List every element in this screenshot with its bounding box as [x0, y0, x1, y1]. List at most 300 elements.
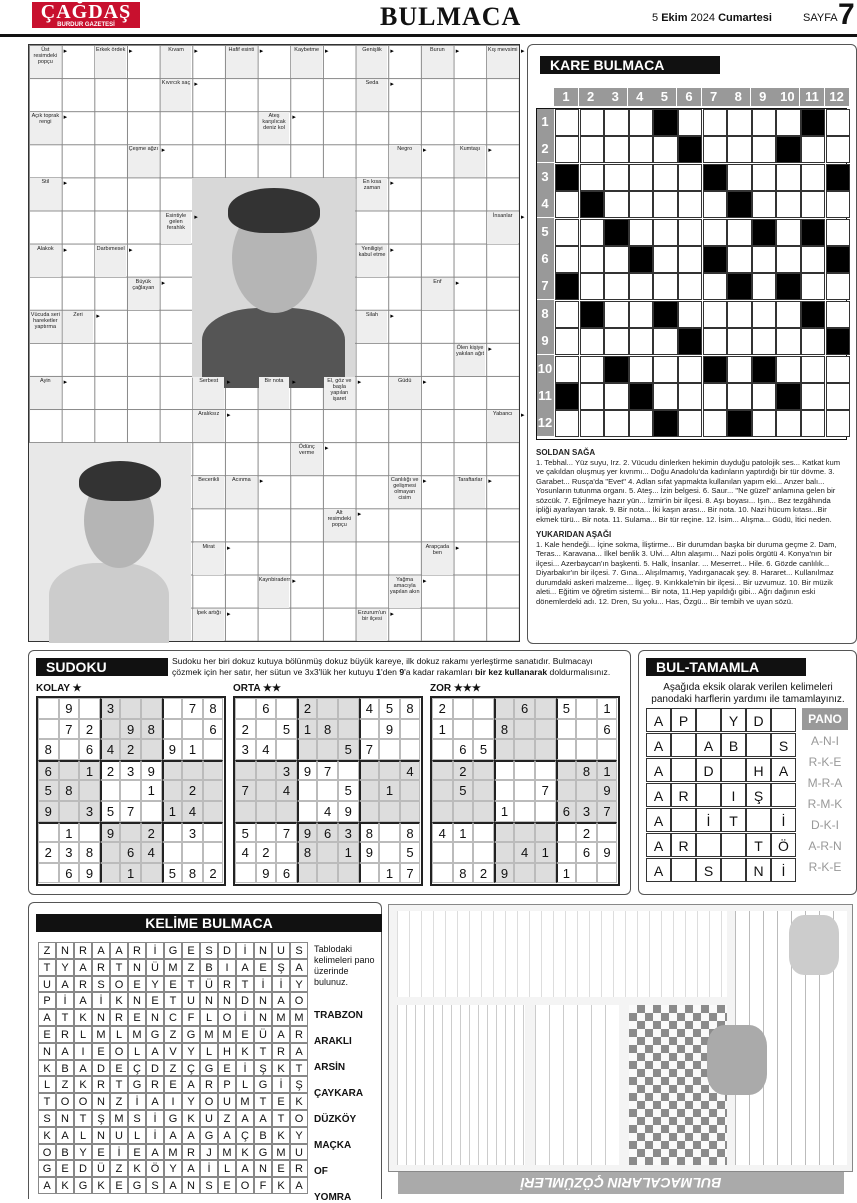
- kelime-cell[interactable]: Y: [56, 959, 74, 976]
- kelime-cell[interactable]: T: [164, 992, 182, 1009]
- sudoku-cell[interactable]: 9: [359, 842, 380, 863]
- kelime-cell[interactable]: Z: [182, 959, 200, 976]
- bul-cell[interactable]: [671, 733, 696, 757]
- kare-cell[interactable]: [604, 410, 628, 437]
- bul-cell[interactable]: İ: [771, 808, 796, 832]
- kare-cell[interactable]: [826, 191, 850, 218]
- sudoku-cell[interactable]: 6: [256, 698, 277, 719]
- sudoku-cell[interactable]: [379, 822, 400, 843]
- kelime-cell[interactable]: A: [182, 1160, 200, 1177]
- kelime-cell[interactable]: D: [146, 1060, 164, 1077]
- bul-cell[interactable]: [696, 708, 721, 732]
- kelime-cell[interactable]: K: [56, 1177, 74, 1194]
- sudoku-cell[interactable]: 3: [276, 760, 297, 781]
- sudoku-cell[interactable]: 8: [453, 863, 474, 884]
- sudoku-cell[interactable]: 6: [120, 842, 141, 863]
- sudoku-cell[interactable]: 5: [162, 863, 183, 884]
- kare-cell[interactable]: [752, 410, 776, 437]
- kelime-cell[interactable]: B: [200, 959, 218, 976]
- sudoku-cell[interactable]: 7: [235, 780, 256, 801]
- sudoku-cell[interactable]: 1: [494, 801, 515, 822]
- sudoku-cell[interactable]: [182, 719, 203, 740]
- kelime-cell[interactable]: I: [218, 959, 236, 976]
- kelime-cell[interactable]: T: [110, 959, 128, 976]
- sudoku-cell[interactable]: [453, 842, 474, 863]
- sudoku-cell[interactable]: 1: [379, 780, 400, 801]
- kare-cell[interactable]: [555, 246, 579, 273]
- sudoku-cell[interactable]: [141, 863, 162, 884]
- sudoku-cell[interactable]: [141, 698, 162, 719]
- sudoku-grid[interactable]: [233, 696, 423, 886]
- kelime-cell[interactable]: M: [110, 1110, 128, 1127]
- kelime-cell[interactable]: R: [128, 942, 146, 959]
- sudoku-cell[interactable]: 8: [576, 760, 597, 781]
- kelime-cell[interactable]: S: [92, 976, 110, 993]
- kelime-cell[interactable]: K: [272, 1177, 290, 1194]
- kelime-cell[interactable]: M: [290, 1009, 308, 1026]
- sudoku-cell[interactable]: [120, 698, 141, 719]
- sudoku-cell[interactable]: [556, 760, 577, 781]
- kelime-cell[interactable]: N: [254, 1160, 272, 1177]
- sudoku-cell[interactable]: [38, 822, 59, 843]
- kare-cell[interactable]: [703, 273, 727, 300]
- bul-cell[interactable]: A: [646, 783, 671, 807]
- kelime-cell[interactable]: L: [200, 1043, 218, 1060]
- sudoku-cell[interactable]: 3: [338, 822, 359, 843]
- sudoku-cell[interactable]: 8: [203, 698, 224, 719]
- kelime-cell[interactable]: E: [236, 1026, 254, 1043]
- kelime-cell[interactable]: S: [200, 942, 218, 959]
- kelime-cell[interactable]: Ü: [92, 1160, 110, 1177]
- kelime-cell[interactable]: G: [200, 1060, 218, 1077]
- kelime-cell[interactable]: T: [74, 1110, 92, 1127]
- sudoku-cell[interactable]: [79, 822, 100, 843]
- kelime-cell[interactable]: Y: [146, 976, 164, 993]
- kelime-cell[interactable]: A: [236, 1160, 254, 1177]
- sudoku-cell[interactable]: 2: [576, 822, 597, 843]
- kelime-cell[interactable]: K: [38, 1060, 56, 1077]
- sudoku-cell[interactable]: 2: [79, 719, 100, 740]
- sudoku-cell[interactable]: [453, 719, 474, 740]
- sudoku-cell[interactable]: 8: [297, 842, 318, 863]
- kelime-cell[interactable]: U: [200, 1110, 218, 1127]
- sudoku-cell[interactable]: 8: [182, 863, 203, 884]
- kelime-cell[interactable]: M: [92, 1026, 110, 1043]
- sudoku-cell[interactable]: 2: [38, 842, 59, 863]
- kelime-cell[interactable]: R: [56, 1026, 74, 1043]
- sudoku-cell[interactable]: [256, 822, 277, 843]
- sudoku-cell[interactable]: 4: [317, 801, 338, 822]
- kare-cell[interactable]: [727, 136, 751, 163]
- sudoku-cell[interactable]: [556, 780, 577, 801]
- kelime-cell[interactable]: E: [164, 976, 182, 993]
- bul-cell[interactable]: D: [746, 708, 771, 732]
- sudoku-cell[interactable]: 1: [59, 822, 80, 843]
- sudoku-cell[interactable]: 1: [182, 739, 203, 760]
- sudoku-cell[interactable]: 1: [162, 801, 183, 822]
- sudoku-cell[interactable]: [235, 801, 256, 822]
- sudoku-cell[interactable]: 5: [473, 739, 494, 760]
- sudoku-cell[interactable]: [297, 863, 318, 884]
- kelime-cell[interactable]: U: [110, 1127, 128, 1144]
- kelime-cell[interactable]: I: [74, 1043, 92, 1060]
- kelime-cell[interactable]: G: [74, 1177, 92, 1194]
- kelime-cell[interactable]: A: [164, 1177, 182, 1194]
- kare-cell[interactable]: [678, 219, 702, 246]
- sudoku-cell[interactable]: [203, 801, 224, 822]
- bul-cell[interactable]: R: [671, 833, 696, 857]
- kare-cell[interactable]: [727, 301, 751, 328]
- kelime-cell[interactable]: A: [92, 942, 110, 959]
- kelime-cell[interactable]: E: [56, 1160, 74, 1177]
- sudoku-cell[interactable]: [59, 739, 80, 760]
- kelime-cell[interactable]: Ç: [128, 1060, 146, 1077]
- sudoku-cell[interactable]: 9: [256, 863, 277, 884]
- sudoku-cell[interactable]: [203, 739, 224, 760]
- kelime-cell[interactable]: T: [110, 1076, 128, 1093]
- kare-cell[interactable]: [604, 191, 628, 218]
- kelime-cell[interactable]: A: [74, 992, 92, 1009]
- sudoku-cell[interactable]: 1: [79, 760, 100, 781]
- sudoku-cell[interactable]: 9: [141, 760, 162, 781]
- sudoku-cell[interactable]: 6: [79, 739, 100, 760]
- sudoku-cell[interactable]: 5: [379, 698, 400, 719]
- sudoku-cell[interactable]: 1: [297, 719, 318, 740]
- kelime-cell[interactable]: E: [164, 1076, 182, 1093]
- kelime-cell[interactable]: E: [110, 1177, 128, 1194]
- sudoku-cell[interactable]: [359, 801, 380, 822]
- main-crossword[interactable]: [28, 44, 525, 642]
- kelime-cell[interactable]: E: [128, 1009, 146, 1026]
- sudoku-cell[interactable]: 4: [235, 842, 256, 863]
- sudoku-cell[interactable]: [203, 842, 224, 863]
- kare-cell[interactable]: [555, 301, 579, 328]
- kelime-cell[interactable]: R: [218, 976, 236, 993]
- sudoku-cell[interactable]: [100, 863, 121, 884]
- sudoku-cell[interactable]: [535, 739, 556, 760]
- kare-cell[interactable]: [653, 136, 677, 163]
- kare-cell[interactable]: [776, 191, 800, 218]
- sudoku-cell[interactable]: 2: [182, 780, 203, 801]
- kelime-cell[interactable]: G: [128, 1177, 146, 1194]
- sudoku-cell[interactable]: [514, 822, 535, 843]
- kelime-cell[interactable]: O: [200, 1093, 218, 1110]
- bul-cell[interactable]: [671, 808, 696, 832]
- kelime-cell[interactable]: E: [128, 976, 146, 993]
- kare-cell[interactable]: [703, 136, 727, 163]
- kare-cell[interactable]: [629, 301, 653, 328]
- kelime-cell[interactable]: M: [218, 1026, 236, 1043]
- kelime-cell[interactable]: N: [92, 1009, 110, 1026]
- kare-cell[interactable]: [801, 164, 825, 191]
- sudoku-cell[interactable]: 8: [141, 719, 162, 740]
- kelime-cell[interactable]: R: [92, 1076, 110, 1093]
- bul-cell[interactable]: [721, 833, 746, 857]
- sudoku-cell[interactable]: [235, 863, 256, 884]
- kelime-cell[interactable]: Ü: [146, 959, 164, 976]
- sudoku-cell[interactable]: [400, 719, 421, 740]
- kelime-cell[interactable]: İ: [146, 1127, 164, 1144]
- kelime-cell[interactable]: Z: [110, 1160, 128, 1177]
- sudoku-cell[interactable]: 1: [556, 863, 577, 884]
- kare-cell[interactable]: [826, 219, 850, 246]
- kelime-grid[interactable]: [38, 942, 308, 1194]
- sudoku-cell[interactable]: [453, 801, 474, 822]
- sudoku-cell[interactable]: [276, 698, 297, 719]
- kelime-cell[interactable]: J: [200, 1144, 218, 1161]
- kelime-cell[interactable]: Z: [110, 1093, 128, 1110]
- kelime-cell[interactable]: E: [146, 992, 164, 1009]
- kelime-cell[interactable]: M: [236, 1093, 254, 1110]
- kelime-cell[interactable]: N: [218, 992, 236, 1009]
- sudoku-cell[interactable]: [359, 760, 380, 781]
- kelime-cell[interactable]: L: [38, 1076, 56, 1093]
- sudoku-cell[interactable]: [359, 719, 380, 740]
- kare-cell[interactable]: [776, 219, 800, 246]
- sudoku-cell[interactable]: 9: [597, 780, 618, 801]
- sudoku-cell[interactable]: [162, 780, 183, 801]
- bul-cell[interactable]: S: [771, 733, 796, 757]
- kare-cell[interactable]: [629, 164, 653, 191]
- sudoku-cell[interactable]: [338, 719, 359, 740]
- kelime-cell[interactable]: Y: [290, 1127, 308, 1144]
- kelime-cell[interactable]: T: [272, 1110, 290, 1127]
- kelime-cell[interactable]: A: [272, 992, 290, 1009]
- kelime-cell[interactable]: K: [236, 1043, 254, 1060]
- kelime-cell[interactable]: E: [92, 1144, 110, 1161]
- kelime-cell[interactable]: Ş: [272, 959, 290, 976]
- kare-cell[interactable]: [801, 410, 825, 437]
- kelime-cell[interactable]: A: [182, 1076, 200, 1093]
- kelime-cell[interactable]: İ: [236, 942, 254, 959]
- kelime-cell[interactable]: O: [74, 1093, 92, 1110]
- kare-cell[interactable]: [801, 136, 825, 163]
- bul-cell[interactable]: [771, 708, 796, 732]
- kelime-cell[interactable]: E: [272, 1093, 290, 1110]
- sudoku-cell[interactable]: [317, 780, 338, 801]
- kelime-cell[interactable]: A: [290, 1043, 308, 1060]
- kare-cell[interactable]: [776, 328, 800, 355]
- kelime-cell[interactable]: A: [56, 976, 74, 993]
- kare-cell[interactable]: [826, 410, 850, 437]
- kelime-cell[interactable]: A: [74, 959, 92, 976]
- bul-cell[interactable]: A: [646, 858, 671, 882]
- kelime-cell[interactable]: N: [38, 1043, 56, 1060]
- kelime-cell[interactable]: R: [110, 1009, 128, 1026]
- sudoku-cell[interactable]: 3: [576, 801, 597, 822]
- sudoku-cell[interactable]: [556, 739, 577, 760]
- kare-cell[interactable]: [727, 328, 751, 355]
- bul-cell[interactable]: R: [671, 783, 696, 807]
- kelime-cell[interactable]: A: [56, 1043, 74, 1060]
- kare-cell[interactable]: [826, 301, 850, 328]
- kelime-cell[interactable]: D: [236, 992, 254, 1009]
- kelime-cell[interactable]: İ: [236, 1009, 254, 1026]
- sudoku-cell[interactable]: [59, 801, 80, 822]
- kelime-cell[interactable]: Y: [182, 1043, 200, 1060]
- kare-cell[interactable]: [703, 410, 727, 437]
- kare-cell[interactable]: [604, 164, 628, 191]
- bul-cell[interactable]: P: [671, 708, 696, 732]
- kelime-cell[interactable]: R: [74, 942, 92, 959]
- kelime-cell[interactable]: K: [38, 1127, 56, 1144]
- sudoku-cell[interactable]: [535, 719, 556, 740]
- kare-cell[interactable]: [801, 191, 825, 218]
- sudoku-cell[interactable]: 5: [556, 698, 577, 719]
- sudoku-cell[interactable]: [432, 842, 453, 863]
- kelime-cell[interactable]: R: [290, 1026, 308, 1043]
- kelime-cell[interactable]: A: [74, 1060, 92, 1077]
- kare-cell[interactable]: [727, 109, 751, 136]
- kelime-cell[interactable]: L: [218, 1160, 236, 1177]
- sudoku-cell[interactable]: [535, 801, 556, 822]
- sudoku-cell[interactable]: 9: [297, 760, 318, 781]
- sudoku-cell[interactable]: 1: [597, 698, 618, 719]
- sudoku-cell[interactable]: [297, 739, 318, 760]
- kare-cell[interactable]: [703, 301, 727, 328]
- kare-cell[interactable]: [752, 164, 776, 191]
- kare-cell[interactable]: [678, 301, 702, 328]
- sudoku-cell[interactable]: [141, 801, 162, 822]
- kelime-cell[interactable]: G: [146, 1026, 164, 1043]
- sudoku-cell[interactable]: [473, 822, 494, 843]
- kelime-cell[interactable]: L: [110, 1026, 128, 1043]
- sudoku-grid[interactable]: [430, 696, 620, 886]
- kelime-cell[interactable]: İ: [146, 942, 164, 959]
- kelime-cell[interactable]: L: [236, 1076, 254, 1093]
- sudoku-cell[interactable]: [379, 801, 400, 822]
- kare-cell[interactable]: [752, 136, 776, 163]
- sudoku-cell[interactable]: [597, 822, 618, 843]
- kare-cell[interactable]: [555, 109, 579, 136]
- kare-cell[interactable]: [653, 164, 677, 191]
- kelime-cell[interactable]: L: [128, 1043, 146, 1060]
- sudoku-cell[interactable]: 3: [120, 760, 141, 781]
- kare-cell[interactable]: [752, 191, 776, 218]
- kelime-cell[interactable]: M: [164, 959, 182, 976]
- sudoku-cell[interactable]: 8: [400, 822, 421, 843]
- kelime-cell[interactable]: O: [56, 1093, 74, 1110]
- kare-cell[interactable]: [653, 356, 677, 383]
- kare-cell[interactable]: [703, 219, 727, 246]
- kare-cell[interactable]: [580, 164, 604, 191]
- sudoku-cell[interactable]: 1: [379, 863, 400, 884]
- kelime-cell[interactable]: A: [146, 1144, 164, 1161]
- kelime-cell[interactable]: Ş: [254, 1060, 272, 1077]
- kare-cell[interactable]: [604, 301, 628, 328]
- kelime-cell[interactable]: N: [92, 1093, 110, 1110]
- sudoku-cell[interactable]: 8: [400, 698, 421, 719]
- kelime-cell[interactable]: F: [182, 1009, 200, 1026]
- bul-cell[interactable]: Ö: [771, 833, 796, 857]
- kare-cell[interactable]: [678, 191, 702, 218]
- kelime-cell[interactable]: B: [56, 1144, 74, 1161]
- kare-cell[interactable]: [629, 356, 653, 383]
- kelime-cell[interactable]: Z: [56, 1076, 74, 1093]
- kelime-cell[interactable]: R: [182, 1144, 200, 1161]
- sudoku-cell[interactable]: 6: [453, 739, 474, 760]
- kelime-cell[interactable]: P: [218, 1076, 236, 1093]
- kare-cell[interactable]: [629, 109, 653, 136]
- sudoku-cell[interactable]: [317, 842, 338, 863]
- kelime-cell[interactable]: A: [254, 1110, 272, 1127]
- bul-cell[interactable]: İ: [696, 808, 721, 832]
- kelime-cell[interactable]: İ: [56, 992, 74, 1009]
- kare-cell[interactable]: [653, 191, 677, 218]
- sudoku-cell[interactable]: 5: [338, 739, 359, 760]
- kelime-cell[interactable]: M: [272, 1009, 290, 1026]
- sudoku-cell[interactable]: [473, 719, 494, 740]
- kare-cell[interactable]: [580, 356, 604, 383]
- sudoku-cell[interactable]: [473, 801, 494, 822]
- sudoku-cell[interactable]: [400, 780, 421, 801]
- kare-cell[interactable]: [776, 164, 800, 191]
- kelime-cell[interactable]: E: [218, 1060, 236, 1077]
- kelime-cell[interactable]: O: [110, 976, 128, 993]
- kare-cell[interactable]: [826, 383, 850, 410]
- bul-cell[interactable]: [771, 783, 796, 807]
- sudoku-cell[interactable]: [473, 780, 494, 801]
- kelime-cell[interactable]: Ü: [200, 976, 218, 993]
- kare-cell[interactable]: [727, 219, 751, 246]
- bul-cell[interactable]: [696, 783, 721, 807]
- kelime-cell[interactable]: S: [38, 1110, 56, 1127]
- kelime-cell[interactable]: G: [128, 1076, 146, 1093]
- sudoku-cell[interactable]: [494, 822, 515, 843]
- kelime-cell[interactable]: M: [200, 1026, 218, 1043]
- kelime-cell[interactable]: N: [182, 1177, 200, 1194]
- sudoku-cell[interactable]: 6: [514, 698, 535, 719]
- sudoku-cell[interactable]: [317, 698, 338, 719]
- kelime-cell[interactable]: Z: [38, 942, 56, 959]
- sudoku-cell[interactable]: [576, 863, 597, 884]
- sudoku-cell[interactable]: [494, 698, 515, 719]
- kelime-cell[interactable]: N: [254, 1009, 272, 1026]
- kelime-cell[interactable]: K: [290, 1093, 308, 1110]
- sudoku-cell[interactable]: 9: [162, 739, 183, 760]
- kelime-cell[interactable]: A: [38, 1177, 56, 1194]
- sudoku-cell[interactable]: [432, 739, 453, 760]
- kelime-cell[interactable]: D: [218, 942, 236, 959]
- sudoku-cell[interactable]: 6: [576, 842, 597, 863]
- kelime-cell[interactable]: Y: [74, 1144, 92, 1161]
- sudoku-cell[interactable]: [79, 698, 100, 719]
- sudoku-cell[interactable]: 6: [597, 719, 618, 740]
- kelime-cell[interactable]: M: [128, 1026, 146, 1043]
- kare-cell[interactable]: [752, 301, 776, 328]
- kelime-cell[interactable]: G: [182, 1026, 200, 1043]
- kare-cell[interactable]: [826, 273, 850, 300]
- kelime-cell[interactable]: Y: [164, 1160, 182, 1177]
- sudoku-cell[interactable]: [203, 760, 224, 781]
- kelime-cell[interactable]: İ: [272, 976, 290, 993]
- sudoku-cell[interactable]: [597, 863, 618, 884]
- sudoku-cell[interactable]: [203, 822, 224, 843]
- kelime-cell[interactable]: G: [254, 1144, 272, 1161]
- bul-cell[interactable]: D: [696, 758, 721, 782]
- kare-cell[interactable]: [629, 191, 653, 218]
- kelime-cell[interactable]: U: [272, 942, 290, 959]
- kelime-cell[interactable]: K: [128, 1160, 146, 1177]
- sudoku-cell[interactable]: [453, 698, 474, 719]
- sudoku-cell[interactable]: 4: [141, 842, 162, 863]
- kelime-cell[interactable]: Ç: [236, 1127, 254, 1144]
- sudoku-cell[interactable]: [38, 719, 59, 740]
- kare-cell[interactable]: [653, 219, 677, 246]
- sudoku-cell[interactable]: 7: [120, 801, 141, 822]
- kelime-cell[interactable]: E: [218, 1177, 236, 1194]
- sudoku-cell[interactable]: 3: [182, 822, 203, 843]
